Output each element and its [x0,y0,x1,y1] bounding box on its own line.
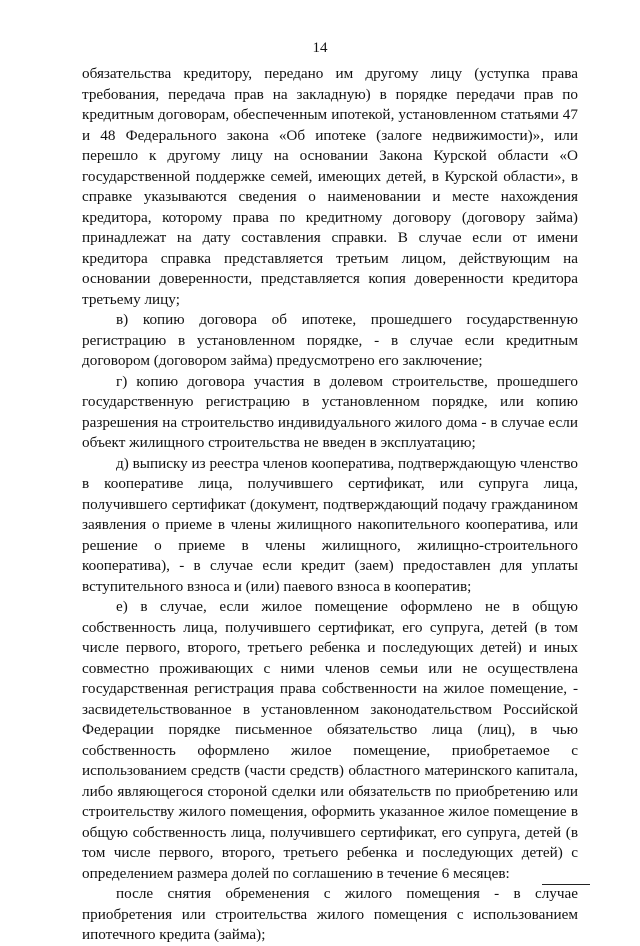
page-number: 14 [312,40,328,56]
paragraph-item-e: е) в случае, если жилое помещение оформлено не в общую собственность лица, получившего сертификат, его супруга, детей (в том числе первого, второго, третьего ребенка и последующих детей) и иных совместно проживающих с ними членов семьи или не осуществлена государственная регистрация права собственности на жилое помещение, - засвидетельствованное в установленном законодательством Российской Федерации порядке письменное обязательство лица (лиц), в чью собственность оформлено жилое помещение, приобретаемое с использованием средств (части средств) областного материнского капитала, либо являющегося стороной сделки или обязательств по приобретению или строительству жилого помещения, оформить указанное жилое помещение в общую собственность лица, получившего сертификат, его супруга, детей (в том числе первого, второго, третьего ребенка и последующих детей) с определением размера долей по соглашению в течение 6 месяцев: [82,598,578,882]
document-body [82,64,578,946]
scan-mark-line [542,884,590,885]
paragraph-item-d: д) выписку из реестра членов кооператива, подтверждающую членство в кооперативе лица, получившего сертификат, или супруга лица, получившего сертификат (документ, подтверждающий подачу гражданином заявления о приеме в члены жилищного накопительного кооператива, или решение о приеме в члены жилищного, жилищно-строительного кооператива), - в случае если кредит (заем) предоставлен для уплаты вступительного взноса и (или) паевого взноса в кооператив; [82,454,578,595]
paragraph-continuation: обязательства кредитору, передано им другому лицу (уступка права требования, передача прав на закладную) в порядке передачи прав по кредитным договорам, обеспеченным ипотекой, установленном статьями 47 и 48 Федерального закона «Об ипотеке (залоге недвижимости)», или перешло к другому лицу на основании Закона Курской области «О государственной поддержке семей, имеющих детей, в Курской области», в справке указываются сведения о наименовании и месте нахождения кредитора, которому права по кредитному договору (договору займа) принадлежат на дату составления справки. В случае если от имени кредитора справка представляется третьим лицом, действующим на основании доверенности, представляется копия доверенности кредитора третьему лицу; [82,65,578,308]
paragraph-item-v: в) копию договора об ипотеке, прошедшего государственную регистрацию в установленном порядке, - в случае если кредитным договором (договором займа) предусмотрено его заключение; [82,311,578,369]
paragraph-item-g: г) копию договора участия в долевом строительстве, прошедшего государственную регистрацию в установленном порядке, или копию разрешения на строительство индивидуального жилого дома - в случае если объект жилищного строительства не введен в эксплуатацию; [82,372,578,451]
paragraph-after-removal: после снятия обременения с жилого помещения - в случае приобретения или строительства жилого помещения с использованием ипотечного кредита (займа); [82,885,578,943]
